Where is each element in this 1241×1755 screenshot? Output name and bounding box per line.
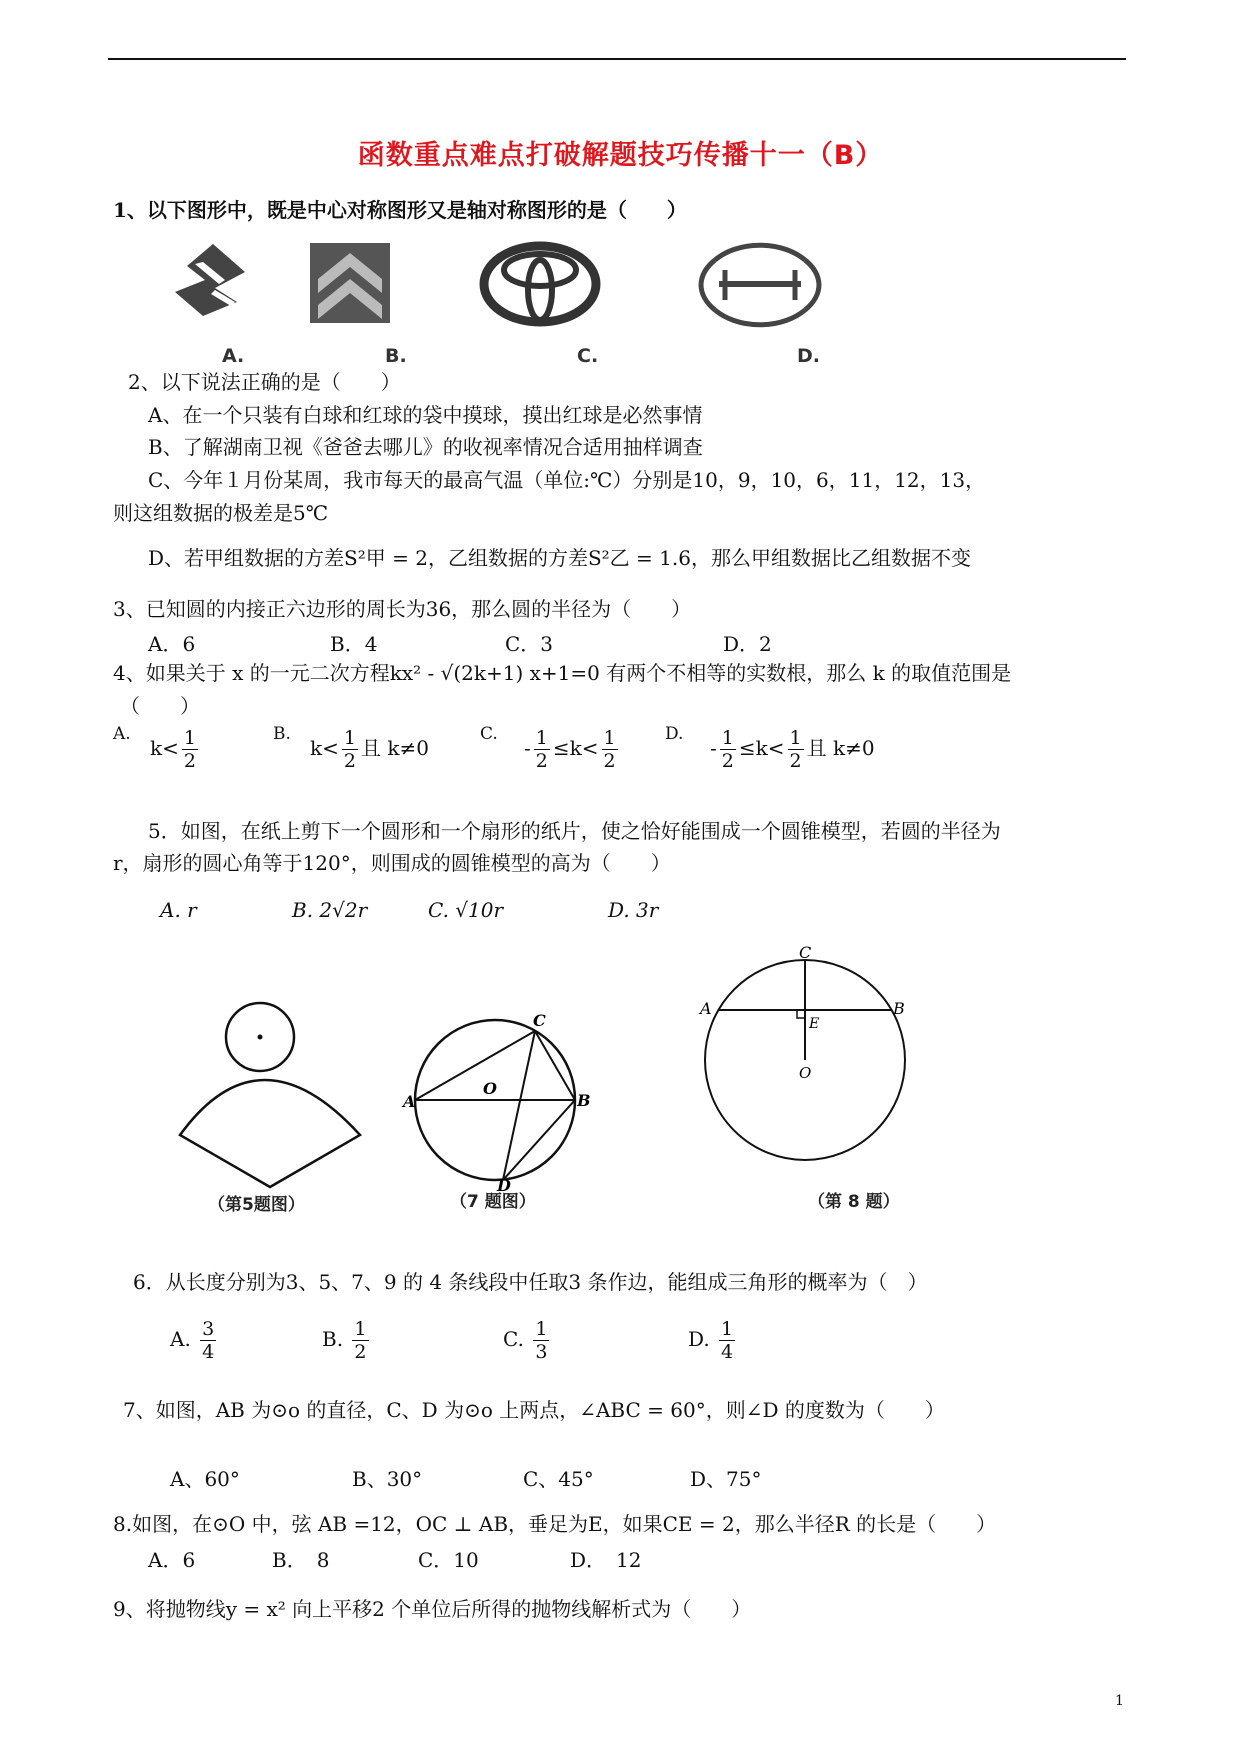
q7-option-b: B、30°: [352, 1467, 423, 1491]
q6-c-num: 1: [535, 1318, 548, 1340]
half-num: 1: [721, 727, 734, 749]
fig7-label-d: D: [497, 1176, 511, 1195]
q3-stem: 3、已知圆的内接正六边形的周长为36，那么圆的半径为（ ）: [113, 597, 692, 621]
q6-label-a: A.: [170, 1327, 191, 1351]
q6-b-den: 2: [354, 1341, 367, 1363]
q6-d-den: 4: [721, 1341, 734, 1363]
fig7-caption: （7 题图）: [450, 1192, 536, 1212]
q4-c-mid: ≤k<: [552, 736, 599, 760]
logo-d-icon: [701, 245, 819, 325]
fig5-caption: （第5题图）: [208, 1195, 305, 1215]
q1-label-b: B.: [385, 345, 407, 367]
q4-label-d: D.: [665, 724, 684, 744]
half-num: 1: [789, 727, 802, 749]
q6-b-num: 1: [354, 1318, 367, 1340]
fig7-label-b: B: [577, 1091, 591, 1110]
half-den: 2: [343, 750, 356, 772]
q5-option-c: C. √10r: [428, 898, 504, 922]
q6-label-d: D.: [688, 1327, 710, 1351]
figure-5: [170, 955, 380, 1195]
q4-option-b: [310, 727, 429, 772]
q1-label-d: D.: [797, 345, 820, 367]
q7-stem: 7、如图，AB 为⊙o 的直径，C、D 为⊙o 上两点，∠ABC = 60°，则∠D 的度数为（ ）: [123, 1398, 945, 1422]
q5-option-d: D. 3r: [608, 898, 659, 922]
fig5-sector: [180, 1080, 360, 1187]
fig8-label-b: B: [893, 999, 905, 1018]
q8-option-a: A．6: [148, 1548, 196, 1572]
page-title: 函数重点难点打破解题技巧传播十一（B）: [357, 140, 884, 171]
q6-option-c: [503, 1318, 552, 1363]
q6-a-num: 3: [202, 1318, 215, 1340]
logo-a-icon: [175, 244, 245, 316]
q4-option-a: [150, 727, 201, 772]
fig7-label-o: O: [483, 1079, 497, 1098]
q1-stem: 1、以下图形中，既是中心对称图形又是轴对称图形的是（ ）: [113, 198, 687, 222]
q1-label-c: C.: [577, 345, 599, 367]
fig8-label-o: O: [799, 1064, 812, 1082]
fig8-label-c: C: [799, 943, 812, 962]
q8-option-d: D． 12: [570, 1548, 642, 1572]
figure-8: [700, 943, 915, 1170]
q8-stem: 8.如图，在⊙O 中，弦 AB =12，OC ⊥ AB，垂足为E，如果CE = 2，那么半径R 的长是（ ）: [113, 1512, 997, 1536]
q6-option-b: [322, 1318, 372, 1363]
half-num: 1: [183, 727, 196, 749]
page-number: 1: [1115, 1693, 1124, 1709]
header-rule: [108, 58, 1126, 60]
q6-option-d: [688, 1318, 738, 1363]
q3-option-b: B．4: [330, 632, 378, 656]
half-num: 1: [603, 727, 616, 749]
q6-label-b: B.: [322, 1327, 344, 1351]
fig7-label-c: C: [533, 1011, 546, 1030]
q6-c-den: 3: [535, 1341, 548, 1363]
q4-label-c: C.: [480, 724, 498, 744]
fig7-label-a: A: [403, 1092, 416, 1111]
q8-option-b: B． 8: [272, 1548, 330, 1572]
q1-logos: [150, 238, 910, 346]
q4-a-ineq: k<: [150, 736, 179, 760]
q4-b-pre: k<: [310, 736, 339, 760]
q4-c-pre: -: [524, 736, 531, 760]
q2-option-c-line1: C、今年１月份某周，我市每天的最高气温（单位:℃）分别是10，9，10，6，11，12，13，: [148, 468, 986, 492]
q4-option-c: [524, 727, 621, 772]
q2-option-d: D、若甲组数据的方差S²甲 = 2，乙组数据的方差S²乙 = 1.6，那么甲组数据比乙组数据不变: [148, 546, 971, 570]
fig8-label-e: E: [809, 1016, 820, 1032]
q4-label-a: A.: [113, 724, 131, 744]
q4-d-mid: ≤k<: [738, 736, 785, 760]
half-den: 2: [789, 750, 802, 772]
q2-stem: 2、以下说法正确的是（ ）: [128, 370, 401, 394]
q4-paren: （ ）: [120, 694, 200, 718]
q2-option-c-line2: 则这组数据的极差是5℃: [113, 501, 329, 525]
q1-label-a: A.: [222, 345, 245, 367]
q4-option-d: [710, 727, 875, 772]
q5-option-b: B. 2√2r: [292, 898, 368, 922]
q6-option-a: [170, 1318, 219, 1363]
q6-label-c: C.: [503, 1327, 524, 1351]
q7-option-c: C、45°: [523, 1467, 594, 1491]
q8-option-c: C．10: [418, 1548, 479, 1572]
half-den: 2: [535, 750, 548, 772]
q5-line1: 5．如图，在纸上剪下一个圆形和一个扇形的纸片，使之恰好能围成一个圆锥模型，若圆的半径为: [148, 819, 1001, 843]
q6-stem: 6．从长度分别为3、5、7、9 的 4 条线段中任取3 条作边，能组成三角形的概率为（ ）: [133, 1270, 928, 1294]
q3-option-d: D．2: [723, 632, 772, 656]
q4-b-post: 且 k≠0: [360, 736, 429, 760]
fig5-center-dot: [258, 1035, 263, 1040]
q3-option-a: A．6: [148, 632, 196, 656]
half-den: 2: [721, 750, 734, 772]
q2-option-b: B、了解湖南卫视《爸爸去哪儿》的收视率情况合适用抽样调查: [148, 435, 703, 459]
half-den: 2: [603, 750, 616, 772]
q6-a-den: 4: [202, 1341, 215, 1363]
half-num: 1: [535, 727, 548, 749]
half-num: 1: [343, 727, 356, 749]
q4-d-post: 且 k≠0: [806, 736, 875, 760]
q3-option-c: C．3: [505, 632, 554, 656]
q6-d-num: 1: [721, 1318, 734, 1340]
fig8-label-a: A: [700, 999, 712, 1018]
q5-option-a: A. r: [160, 898, 197, 922]
half-den: 2: [183, 750, 196, 772]
logo-c-icon: [484, 246, 596, 322]
q7-option-d: D、75°: [690, 1467, 762, 1491]
q4-stem: 4、如果关于 x 的一元二次方程kx² - √(2k+1) x+1=0 有两个不相等的实数根，那么 k 的取值范围是: [113, 661, 1012, 685]
q9-stem: 9、将抛物线y = x² 向上平移2 个单位后所得的抛物线解析式为（ ）: [113, 1597, 752, 1621]
q2-option-a: A、在一个只装有白球和红球的袋中摸球，摸出红球是必然事情: [148, 403, 703, 427]
q5-line2: r，扇形的圆心角等于120°，则围成的圆锥模型的高为（ ）: [113, 851, 671, 875]
logo-b-icon: [310, 243, 390, 323]
fig8-caption: （第 8 题）: [808, 1192, 900, 1212]
q4-label-b: B.: [273, 724, 291, 744]
figure-7: [403, 1010, 591, 1195]
q4-d-pre: -: [710, 736, 717, 760]
q7-option-a: A、60°: [170, 1467, 240, 1491]
